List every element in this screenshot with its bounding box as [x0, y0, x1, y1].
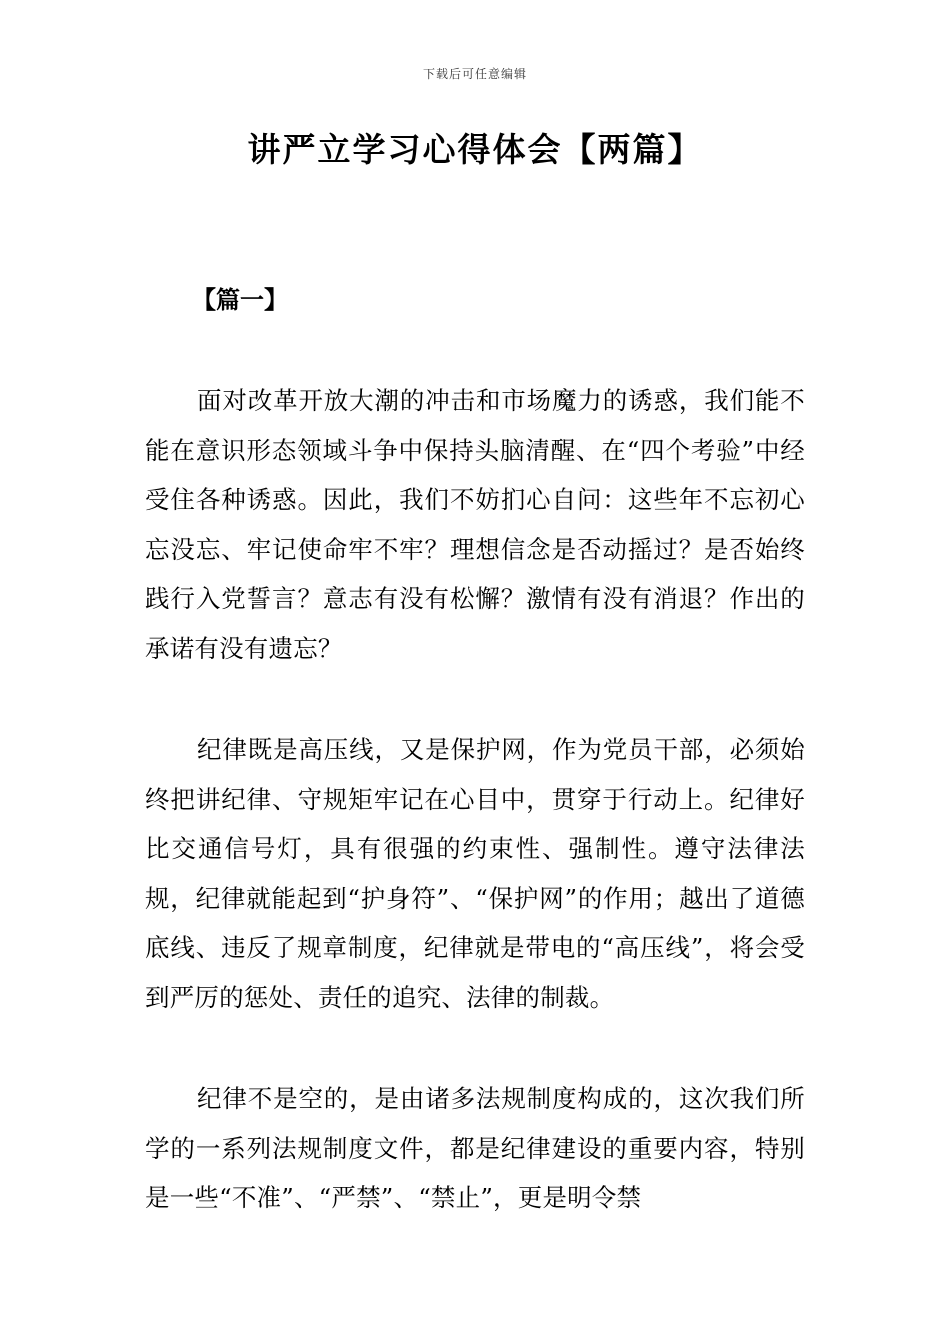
document-title: 讲严立学习心得体会【两篇】	[247, 130, 703, 169]
header-note: 下载后可任意编辑	[422, 67, 527, 81]
body-paragraph-1: 面对改革开放大潮的冲击和市场魔力的诱惑，我们能不能在意识形态领域斗争中保持头脑清醒、在“四个考验”中经受住各种诱惑。因此，我们不妨扪心自问：这些年不忘初心忘没忘、牢记使命牢不牢？理想信念是否动摇过？是否始终践行入党誓言？意志有没有松懈？激情有没有消退？作出的承诺有没有遗忘？	[145, 386, 805, 663]
body-paragraph-2: 纪律既是高压线，又是保护网，作为党员干部，必须始终把讲纪律、守规矩牢记在心目中，贯穿于行动上。纪律好比交通信号灯，具有很强的约束性、强制性。遵守法律法规，纪律就能起到“护身符”、“保护网”的作用；越出了道德底线、违反了规章制度，纪律就是带电的“高压线”，将会受到严厉的惩处、责任的追究、法律的制裁。	[145, 735, 805, 1012]
body-paragraph-3: 纪律不是空的，是由诸多法规制度构成的，这次我们所学的一系列法规制度文件，都是纪律建设的重要内容，特别是一些“不准”、“严禁”、“禁止”，更是明令禁	[145, 1084, 805, 1212]
section-heading: 【篇一】	[192, 285, 288, 314]
